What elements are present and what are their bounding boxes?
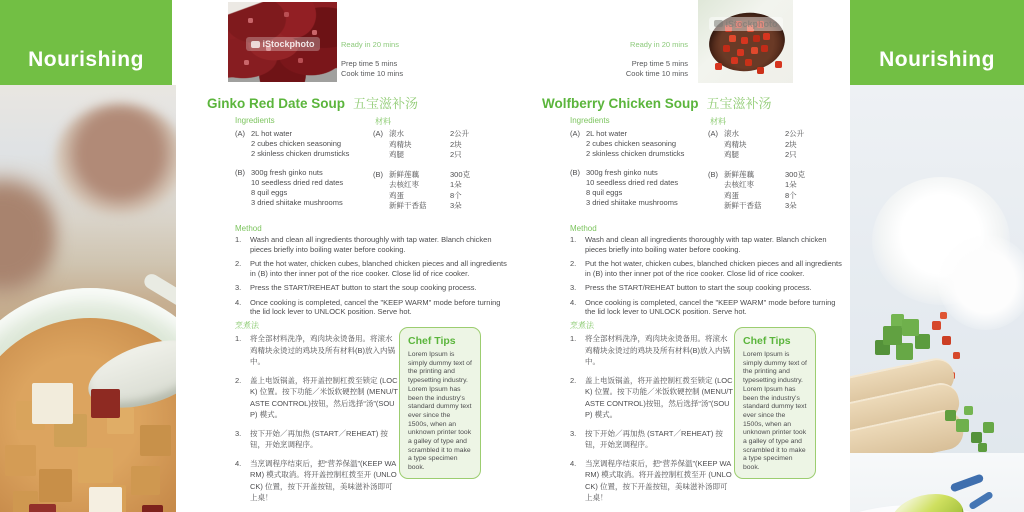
ingredient-group-a: [570, 129, 684, 159]
ingredient-line: 10 seedless dried red dates: [251, 178, 344, 187]
method-step: Put the hot water, chicken cubes, blanched chicken pieces and all ingredients in (B) into ther inner pot of the rice cooker. Close lid of rice cooker.: [250, 259, 507, 278]
ingredient-name: 滚水: [389, 129, 404, 138]
ingredient-group-b: [235, 168, 349, 208]
ingredient-line: 2 skinless chicken drumsticks: [251, 149, 350, 158]
group-label: (A): [570, 129, 580, 138]
ingredient-row: [724, 150, 814, 161]
method-header-zh: 烹煮法: [235, 321, 259, 330]
ingredients-header-zh: 材料: [710, 117, 726, 126]
ingredients-english: [570, 129, 684, 208]
method-step: Press the START/REHEAT button to start the soup cooking process.: [250, 283, 477, 292]
chef-tips-body: Lorem Ipsum is simply dummy text of the printing and typesetting industry. Lorem Ipsum has been the industry's standard dummy text ever since the 1500s, when an unknown printer took a galley of type and scrambled it to make a type specimen book.: [408, 351, 472, 472]
ingredient-name: 鸡精块: [389, 139, 412, 149]
group-label: (B): [373, 169, 383, 179]
ingredient-qty: 1朵: [450, 180, 462, 189]
ingredient-line: 2L hot water: [251, 129, 292, 138]
istock-watermark: [246, 37, 320, 51]
ingredient-qty: 1朵: [785, 180, 797, 189]
ingredient-row: [724, 191, 814, 202]
group-label: (B): [708, 169, 718, 179]
ingredient-line: 8 quil eggs: [251, 188, 288, 197]
timing-info: [560, 40, 688, 79]
banner-label: Nourishing: [28, 47, 144, 71]
ready-time: Ready in 20 mins: [630, 40, 688, 49]
method-header-zh: 烹煮法: [570, 321, 594, 330]
ingredient-qty: 8个: [785, 190, 797, 200]
ingredient-qty: 8个: [450, 190, 462, 200]
method-header: Method: [235, 224, 262, 233]
chef-tips-box: [734, 327, 816, 479]
ingredient-name: 新鲜干香菇: [724, 201, 762, 210]
glass-noodles: [938, 235, 1024, 330]
ingredients-header-zh: 材料: [375, 117, 391, 126]
ingredient-name: 去核红枣: [389, 180, 419, 189]
ingredient-line: 3 dried shiitake mushrooms: [251, 198, 343, 207]
ingredient-name: 鸡腿: [724, 150, 739, 159]
ingredient-qty: 300克: [450, 169, 471, 179]
prep-time: Prep time 5 mins: [631, 59, 688, 68]
ingredients-english: [235, 129, 349, 208]
group-label: (B): [235, 168, 245, 177]
group-label: (A): [373, 129, 383, 138]
group-label: (A): [235, 129, 245, 138]
ingredient-qty: 2公升: [785, 129, 805, 138]
ingredients-header: Ingredients: [235, 116, 275, 125]
chef-tips-header: Chef Tips: [408, 335, 456, 347]
recipe-title-zh: 五宝滋补汤: [353, 96, 419, 111]
group-label: (B): [570, 168, 580, 177]
ingredient-line: 2 cubes chicken seasoning: [251, 139, 342, 148]
ingredient-qty: 2只: [785, 150, 797, 159]
ingredient-name: 去核红枣: [724, 180, 754, 189]
ingredient-line: 2L hot water: [586, 129, 627, 138]
ingredient-line: 2 cubes chicken seasoning: [586, 139, 677, 148]
ingredients-header: Ingredients: [570, 116, 610, 125]
method-header: Method: [570, 224, 597, 233]
istock-watermark: [709, 17, 783, 31]
spoon-pattern: [850, 85, 851, 86]
method-step: Put the hot water, chicken cubes, blanched chicken pieces and all ingredients in (B) into ther inner pot of the rice cooker. Close lid of rice cooker.: [585, 259, 842, 278]
method-step: 盖上电饭锅盖，将开盖控制杠拨至锁定 (LOCK) 位置。按下功能／米饭软硬控制 (MENU/TASTE CONTROL)按钮，然后选择“汤”(SOUP) 模式。: [585, 375, 733, 419]
goji-berries: [698, 0, 699, 1]
chef-tips-body: Lorem Ipsum is simply dummy text of the printing and typesetting industry. Lorem Ipsum has been the industry's standard dummy text ever since the 1500s, when an unknown printer took a galley of type and scrambled it to make a type specimen book.: [743, 351, 807, 472]
method-step: 当烹调程序结束后，把“营养保温”(KEEP WARM) 模式取消。将开盖控制杠拨至开 (UNLOCK) 位置，按下开盖按钮，美味滋补汤即可上桌！: [585, 458, 732, 502]
ingredient-group-b: [708, 170, 814, 212]
method-step: 盖上电饭锅盖，将开盖控制杠拨至锁定 (LOCK) 位置。按下功能／米饭软硬控制 (MENU/TASTE CONTROL)按钮，然后选择“汤”(SOUP) 模式。: [250, 375, 398, 419]
ingredient-group-a: [235, 129, 349, 159]
red-dates-thumbnail: [228, 2, 337, 82]
method-step: Once cooking is completed, cancel the "KEEP WARM" mode before turning the lid lock lever to UNLOCK position. Serve hot.: [250, 297, 501, 316]
method-step: 按下开始／再加热 (START／REHEAT) 按钮，开始烹调程序。: [250, 428, 388, 449]
ingredient-line: 10 seedless dried red dates: [586, 178, 679, 187]
ingredient-line: 300g fresh ginko nuts: [586, 168, 658, 177]
recipe-title-zh: 五宝滋补汤: [706, 96, 772, 111]
ingredient-row: [724, 180, 814, 191]
group-label: (A): [708, 129, 718, 138]
ingredient-line: 2 skinless chicken drumsticks: [586, 149, 685, 158]
recipe-title: [542, 93, 772, 112]
chicken-soup-photo: [850, 85, 1024, 512]
ingredient-qty: 2块: [785, 139, 797, 149]
nourishing-banner-right: [850, 0, 1024, 85]
ingredient-name: 鸡腿: [389, 150, 404, 159]
ready-time: Ready in 20 mins: [341, 40, 399, 49]
method-step: 当烹调程序结束后，把“营养保温”(KEEP WARM) 模式取消。将开盖控制杠拨至开 (UNLOCK) 位置，按下开盖按钮，美味滋补汤即可上桌！: [250, 458, 397, 502]
ingredient-name: 鸡蛋: [389, 190, 404, 200]
ingredient-row: [724, 170, 814, 181]
watermark-label: iStockphoto: [262, 39, 315, 50]
ingredients-chinese: [708, 129, 814, 212]
recipe-title-en: Wolfberry Chicken Soup: [542, 96, 699, 111]
method-steps-zh: [570, 333, 733, 511]
ingredient-group-b: [570, 168, 684, 208]
ingredient-name: 鸡精块: [724, 139, 747, 149]
ingredient-row: [724, 201, 814, 212]
ingredient-line: 8 quil eggs: [586, 188, 623, 197]
recipe-page-wolfberry-chicken-soup: [335, 0, 847, 512]
wolfberry-thumbnail: [698, 0, 793, 83]
ingredient-name: 新鲜莲藕: [389, 169, 419, 179]
cook-time: Cook time 10 mins: [625, 69, 688, 78]
ingredient-row: [724, 140, 814, 151]
chef-tips-header: Chef Tips: [743, 335, 791, 347]
method-step: 按下开始／再加热 (START／REHEAT) 按钮，开始烹调程序。: [585, 428, 723, 449]
ingredient-name: 滚水: [724, 129, 739, 138]
ingredient-line: 3 dried shiitake mushrooms: [586, 198, 678, 207]
ingredient-name: 新鲜莲藕: [724, 169, 754, 179]
recipe-title-en: Ginko Red Date Soup: [207, 96, 346, 111]
method-step: Wash and clean all ingredients thoroughly with tap water. Blanch chicken pieces briefly into boiling water before cooking.: [250, 235, 492, 254]
cook-time: Cook time 10 mins: [341, 69, 404, 78]
ingredient-name: 新鲜干香菇: [389, 201, 427, 210]
method-steps: [570, 235, 844, 322]
ingredient-group-a: [708, 129, 814, 161]
ingredient-qty: 2公升: [450, 129, 470, 138]
method-step: Wash and clean all ingredients thoroughly with tap water. Blanch chicken pieces briefly into boiling water before cooking.: [585, 235, 827, 254]
camera-icon: [251, 41, 260, 48]
camera-icon: [714, 20, 723, 27]
photo-highlights: [228, 2, 229, 3]
prep-time: Prep time 5 mins: [341, 59, 398, 68]
ingredient-qty: 2只: [450, 150, 462, 159]
ingredient-name: 鸡蛋: [724, 190, 739, 200]
method-step: Press the START/REHEAT button to start the soup cooking process.: [585, 283, 812, 292]
watermark-label: iStockphoto: [725, 18, 778, 29]
ingredient-qty: 300克: [785, 169, 806, 179]
method-step: 将全部材料洗净，鸡肉块汆烫备用。将滚水鸡精块汆烫过的鸡块及所有材料(B)放入内锅中。: [585, 334, 730, 366]
ingredient-row: [724, 129, 814, 140]
method-step: Once cooking is completed, cancel the "KEEP WARM" mode before turning the lid lock lever to UNLOCK position. Serve hot.: [585, 297, 836, 316]
ingredient-qty: 3朵: [450, 201, 462, 210]
method-step: 将全部材料洗净，鸡肉块汆烫备用。将滚水鸡精块汆烫过的鸡块及所有材料(B)放入内锅中。: [250, 334, 395, 366]
ingredient-line: 300g fresh ginko nuts: [251, 168, 323, 177]
banner-label: Nourishing: [879, 47, 995, 71]
ingredient-qty: 2块: [450, 139, 462, 149]
ingredient-qty: 3朵: [785, 201, 797, 210]
